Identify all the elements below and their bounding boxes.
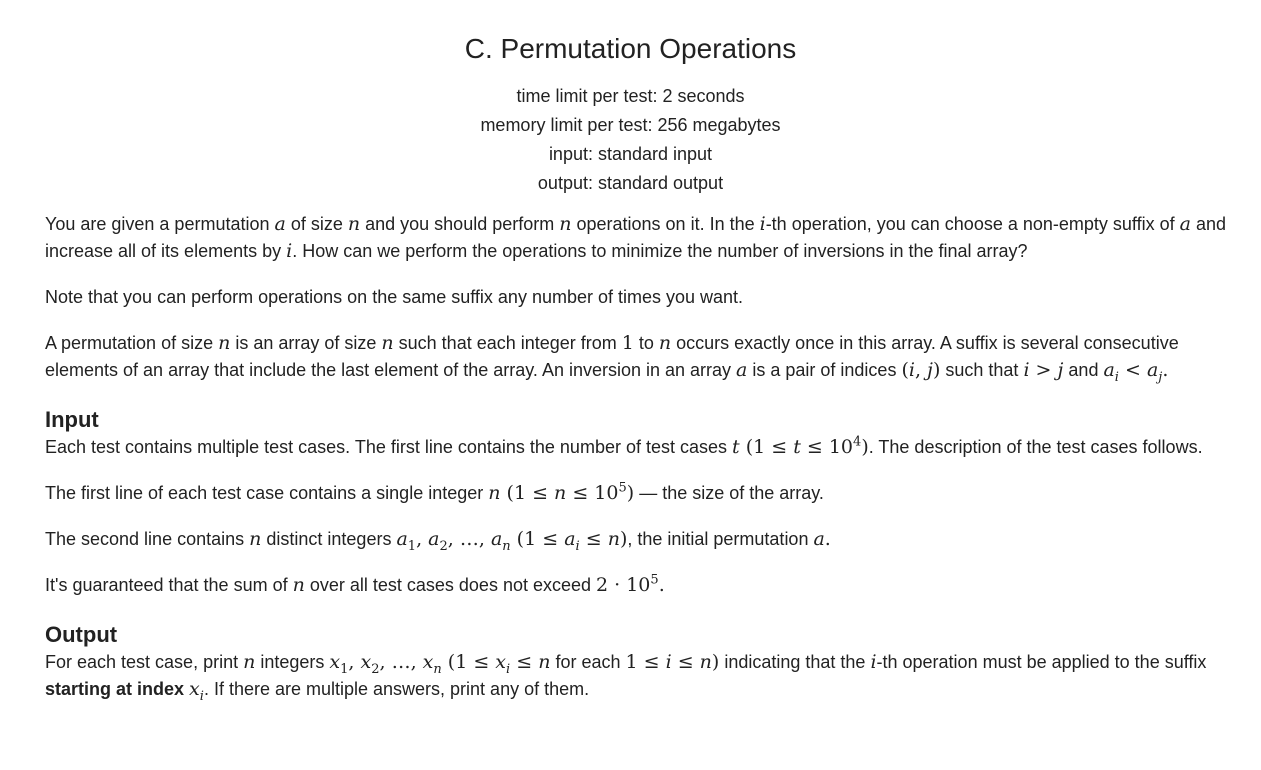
problem-title: C. Permutation Operations xyxy=(464,33,797,64)
input-paragraph-4: It's guaranteed that the sum of n over all test cases does not exceed $2 \cdot 10^5$. xyxy=(45,572,665,596)
output-file: output: standard output xyxy=(537,173,724,193)
time-limit: time limit per test: 2 seconds xyxy=(516,86,745,106)
input-paragraph-2: The first line of each test case contains a single integer n $(1 \le n \le 10^5)$ — the size of the array. xyxy=(45,480,824,504)
statement-paragraph-3: A permutation of size n is an array of size n such that each integer from 1 to n occurs exactly once in this array. A suffix is several consecutive elements of an array that include the last element of the array. An inversion in an array a is a pair of indices (i, j) such that i > j and $a_i < a_j$. xyxy=(45,332,1179,385)
input-heading: Input xyxy=(45,407,99,432)
statement-paragraph-2: Note that you can perform operations on the same suffix any number of times you want. xyxy=(45,287,744,307)
statement-paragraph-1: You are given a permutation a of size n and you should perform n operations on it. In the i-th operation, you can choose a non-empty suffix of a and increase all of its elements by i. How can we perform the operations to minimize the number of inversions in the final array? xyxy=(45,213,1226,262)
memory-limit: memory limit per test: 256 megabytes xyxy=(480,115,781,135)
input-file: input: standard input xyxy=(548,144,713,164)
problem-statement xyxy=(45,211,1235,722)
input-paragraph-1: Each test contains multiple test cases. The first line contains the number of test cases t $(1 \le t \le 10^4)$. The description of the test cases follows. xyxy=(45,434,1203,458)
problem-header xyxy=(0,0,1261,198)
output-paragraph-1: For each test case, print n integers $x_1$, $x_2$, …, $x_n$ ($1 \le x_i \le n$ for each 1 ≤ i ≤ n) indicating that the i-th operation must be applied to the suffix starting at index $x_i$. If there are multiple answers, print any of them. xyxy=(45,651,1207,704)
output-heading: Output xyxy=(45,622,118,647)
input-paragraph-3: The second line contains n distinct integers $a_1$, $a_2$, …, $a_n$ $(1 \le a_i \le n)$, the initial permutation a. xyxy=(45,528,831,554)
